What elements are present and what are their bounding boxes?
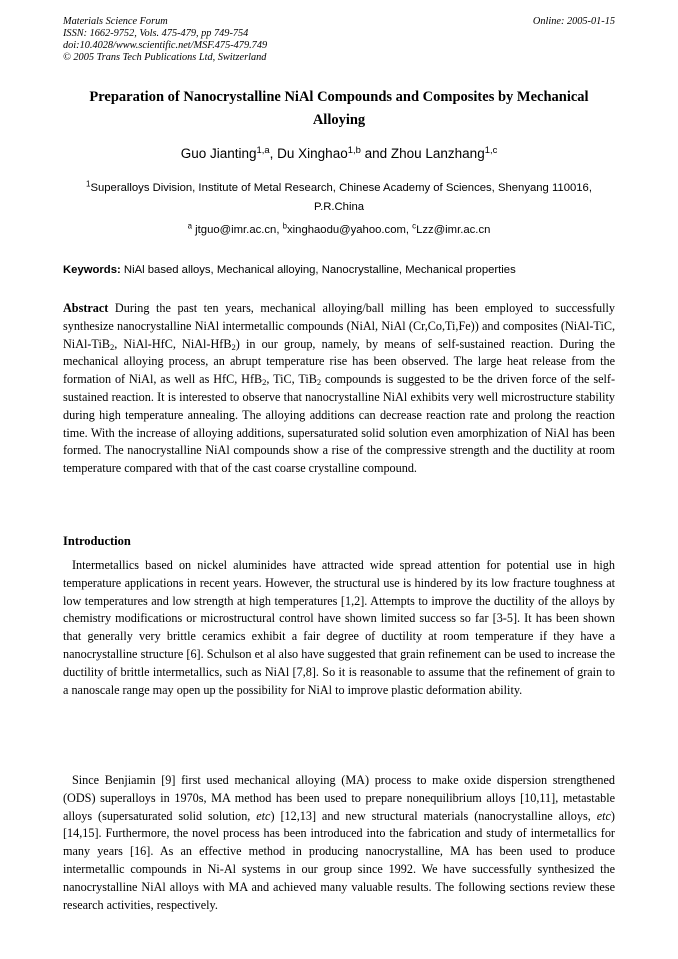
section-heading-introduction: Introduction bbox=[63, 534, 131, 548]
abstract-text: , TiC, TiB bbox=[266, 372, 317, 387]
email-sup: b bbox=[282, 221, 288, 231]
subscript: 2 bbox=[231, 341, 236, 352]
author-name: Guo Jianting bbox=[180, 146, 257, 161]
email-address[interactable]: xinghaodu@yahoo.com bbox=[287, 224, 406, 236]
issn-line: ISSN: 1662-9752, Vols. 475-479, pp 749-754 bbox=[63, 28, 249, 39]
abstract-text: compounds is suggested to be the driven force of the self-sustained reaction. It is interested to observe that nanocrystalline NiAl exhibits very well microstructure stability during high temperature annealing. The alloying additions can decrease reaction rate and prolong the reaction time. With the increase of alloying additions, supersaturated solid solution even amorphization of NiAl has been formed. The nanocrystalline NiAl compounds show a rise of the compressive strength and the ductility at room temperature compared with that of the cast coarse crystalline compound. bbox=[63, 372, 615, 476]
author-affil-sup: 1,b bbox=[347, 144, 361, 156]
intro-text: ) [14,15]. Furthermore, the novel process has been introduced into the fabrication and study of intermetallics for many years [16]. As an effective method in producing nanocrystalline, MA has been used to produce intermetallic compounds in Ni-Al systems in our group since 1992. We have successfully synthesized the nanocrystalline NiAl alloys with MA and achieved many valuable results. The following sections review these research activities, respectively. bbox=[63, 808, 615, 912]
author-list bbox=[63, 145, 615, 163]
author-affil-sup: 1,c bbox=[484, 144, 498, 156]
author-affil-sup: 1,a bbox=[256, 144, 270, 156]
paper-title: Preparation of Nanocrystalline NiAl Compounds and Composites by Mechanical Alloying bbox=[89, 89, 589, 128]
intro-text: Since Benjiamin [9] first used mechanical alloying (MA) process to make oxide dispersion strengthened (ODS) superalloys in 1970s, MA method has been used to prepare nonequilibrium alloys [10,11], metastable alloys (supersaturated solid solution, bbox=[63, 773, 615, 823]
subscript: 2 bbox=[109, 341, 115, 352]
email-sup: c bbox=[412, 221, 417, 231]
journal-header bbox=[63, 16, 463, 64]
email-address[interactable]: Lzz@imr.ac.cn bbox=[416, 224, 491, 236]
intro-paragraph-2 bbox=[63, 772, 615, 914]
intro-italic: etc bbox=[256, 808, 271, 823]
intro-text: ) [12,13] and new structural materials (nanocrystalline alloys, bbox=[270, 808, 597, 823]
abstract-text: , NiAl-HfC, NiAl-HfB bbox=[114, 336, 232, 351]
affiliation bbox=[63, 179, 615, 216]
author-separator: , bbox=[269, 146, 278, 161]
keywords-label: Keywords: bbox=[63, 264, 121, 276]
abstract-label: Abstract bbox=[63, 301, 109, 315]
author-name: Du Xinghao bbox=[277, 146, 348, 161]
journal-name: Materials Science Forum bbox=[63, 16, 168, 27]
author-name: Zhou Lanzhang bbox=[390, 146, 485, 161]
abstract-text: ) in our group, namely, by means of self-sustained reaction. During the mechanical alloying process, an abrupt temperature rise has been observed. The large heat release from the formation of NiAl, as well as HfC, HfB bbox=[63, 336, 615, 387]
keywords-text: NiAl based alloys, Mechanical alloying, Nanocrystalline, Mechanical properties bbox=[123, 264, 516, 276]
copyright-line: © 2005 Trans Tech Publications Ltd, Switzerland bbox=[63, 52, 267, 63]
affiliation-text: Superalloys Division, Institute of Metal Research, Chinese Academy of Sciences, Shenyang 110016, P.R.China bbox=[90, 182, 592, 213]
keywords bbox=[63, 262, 615, 278]
intro-italic: etc bbox=[596, 808, 611, 823]
email-sup: a bbox=[187, 221, 193, 231]
abstract-text: During the past ten years, mechanical alloying/ball milling has been employed to successfully synthesize nanocrystalline NiAl intermetallic compounds (NiAl, NiAl (Cr,Co,Ti,Fe)) and composites (NiAl-TiC, NiAl-TiB bbox=[63, 301, 615, 351]
email-address[interactable]: jtguo@imr.ac.cn bbox=[195, 224, 277, 236]
online-date: Online: 2005-01-15 bbox=[532, 16, 615, 27]
intro-paragraph-1: Intermetallics based on nickel aluminides have attracted wide spread attention for potential use in high temperature applications in recent years. However, the structural use is hindered by its low fracture toughness at low temperatures and low strength at high temperatures [1,2]. Attempts to improve the ductility of the alloys by chemistry modifications or microstructural control have shown limited success so far [3-5]. It has been shown that generally very brittle ceramics exhibit a fair degree of ductility at room temperature if they have a nanocrystalline structure [6]. Schulson et al also have suggested that grain refinement can be used to increase the ductility of brittle intermetallics, such as NiAl [7,8]. So it is reasonable to assume that the refinement of grain to a nanoscale range may open up the possibility for NiAl to improve plastic deformation ability. bbox=[63, 558, 615, 697]
author-separator: and bbox=[360, 146, 391, 161]
affiliation-sup: 1 bbox=[86, 179, 91, 189]
subscript: 2 bbox=[262, 377, 267, 388]
abstract bbox=[63, 300, 615, 478]
email-list: $^a$ jtguo@imr.ac.cn, $^b$xinghaodu@yahoo.com, $^c$Lzz@imr.ac.cn bbox=[187, 221, 491, 236]
doi-line: doi:10.4028/www.scientific.net/MSF.475-479.749 bbox=[63, 40, 268, 51]
subscript: 2 bbox=[316, 377, 322, 388]
